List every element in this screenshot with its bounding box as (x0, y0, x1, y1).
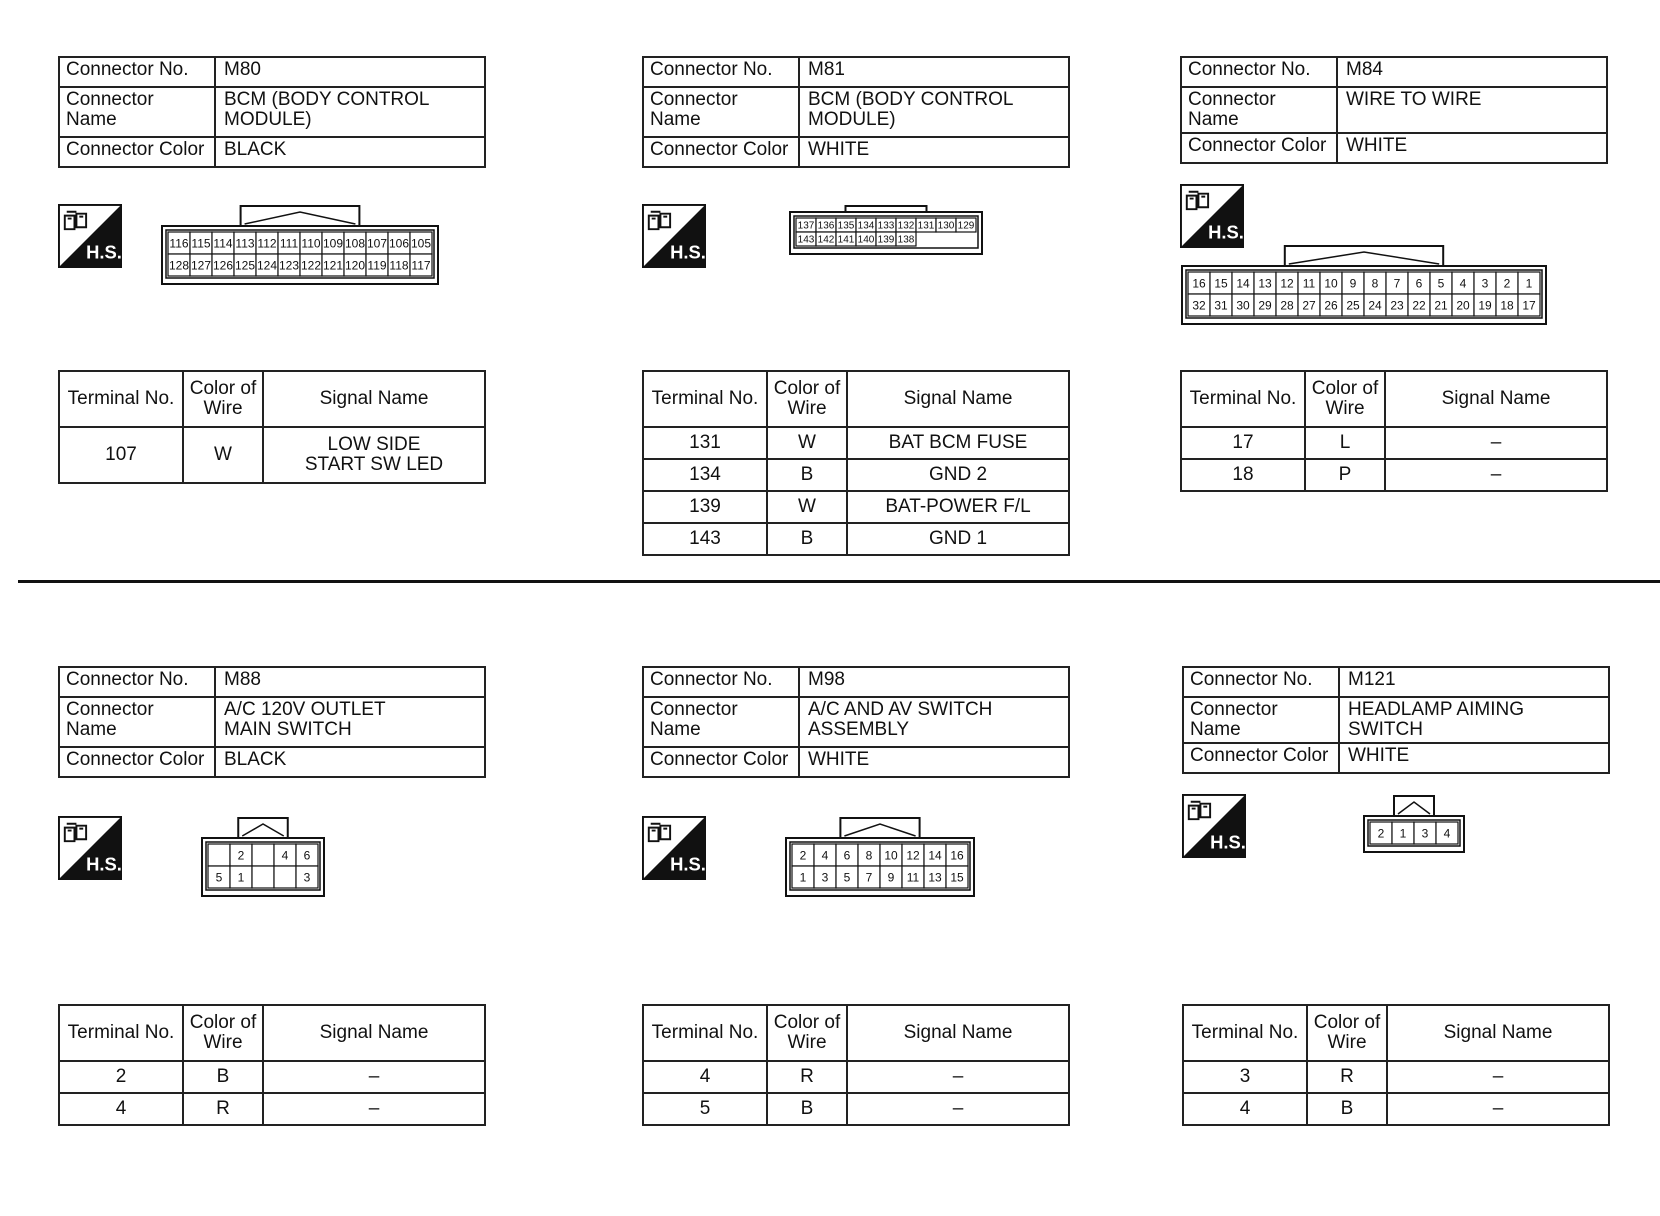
pin-number-top: 4 (281, 848, 289, 863)
connector-face-diagram (200, 816, 326, 898)
pin-number-bottom: 119 (367, 258, 387, 273)
pin-number-top: 9 (1349, 276, 1357, 291)
connector-no-row (59, 667, 485, 697)
terminal-no: 2 (59, 1061, 183, 1093)
pin-number-bottom: 123 (278, 258, 300, 273)
pin-cell (274, 866, 296, 888)
pin-number-top: 6 (1415, 276, 1423, 291)
pin-number-top: 2 (1377, 826, 1385, 841)
connector-name-row (59, 87, 485, 137)
wire-color: L (1305, 427, 1385, 459)
connector-no-row (1181, 57, 1607, 87)
signal-name: – (263, 1061, 485, 1093)
terminal-table (642, 370, 1070, 556)
pin-number-bottom: 11 (906, 870, 920, 885)
terminal-no: 143 (643, 523, 767, 555)
terminal-row (643, 427, 1069, 459)
connector-no-label: Connector No. (643, 667, 799, 697)
connector-color-value: BLACK (215, 747, 485, 777)
signal-name-header: Signal Name (847, 1005, 1069, 1061)
pin-number-bottom: 127 (190, 258, 212, 273)
signal-name: – (263, 1093, 485, 1125)
pin-number-top: 1 (1525, 276, 1533, 291)
connector-no-label: Connector No. (1183, 667, 1339, 697)
connector-name-row (59, 697, 485, 747)
pin-number-top: 129 (957, 220, 975, 232)
pin-number-bottom: 3 (303, 870, 311, 885)
terminal-no: 5 (643, 1093, 767, 1125)
connector-face-diagram (1180, 244, 1548, 326)
terminal-header-row (643, 371, 1069, 427)
connector-color-value: WHITE (1337, 133, 1607, 163)
pin-number-bottom: 20 (1456, 298, 1470, 313)
pin-number-top: 7 (1393, 276, 1401, 291)
pin-number-top: 134 (857, 220, 875, 232)
pin-number-top: 105 (410, 236, 432, 251)
pin-number-top: 135 (837, 220, 855, 232)
terminal-no: 3 (1183, 1061, 1307, 1093)
pin-number-top: 109 (322, 236, 344, 251)
connector-color-value: WHITE (799, 137, 1069, 167)
terminal-no: 107 (59, 427, 183, 483)
terminal-no-header: Terminal No. (643, 1005, 767, 1061)
pin-number-bottom: 24 (1368, 298, 1382, 313)
connector-face-diagram (784, 816, 976, 898)
terminal-row (643, 491, 1069, 523)
connector-color-label: Connector Color (643, 747, 799, 777)
connector-face-diagram (1362, 794, 1466, 854)
pin-number-top: 133 (877, 220, 895, 232)
pin-number-top: 10 (884, 848, 898, 863)
connector-color-row (643, 747, 1069, 777)
connector-no-label: Connector No. (59, 57, 215, 87)
signal-name: – (1385, 427, 1607, 459)
connector-name-value: A/C 120V OUTLET MAIN SWITCH (215, 697, 485, 747)
connector-info-table (642, 56, 1070, 168)
signal-name: – (1387, 1061, 1609, 1093)
pin-number-top: 4 (1443, 826, 1451, 841)
connector-no-label: Connector No. (643, 57, 799, 87)
terminal-row (643, 1061, 1069, 1093)
terminal-row (59, 427, 485, 483)
pin-number-bottom: 126 (212, 258, 234, 273)
signal-name-header: Signal Name (1387, 1005, 1609, 1061)
wire-color: B (183, 1061, 263, 1093)
pin-number-bottom: 143 (797, 234, 815, 246)
pin-number-bottom: 122 (300, 258, 322, 273)
pin-number-bottom: 28 (1280, 298, 1294, 313)
pin-number-top: 12 (1280, 276, 1294, 291)
connector-no-row (1183, 667, 1609, 697)
connector-color-row (1183, 743, 1609, 773)
connector-color-label: Connector Color (643, 137, 799, 167)
wire-color: B (767, 1093, 847, 1125)
connector-name-row (643, 697, 1069, 747)
pin-number-top: 116 (169, 236, 189, 251)
connector-info-table (58, 56, 486, 168)
pin-number-bottom: 31 (1214, 298, 1228, 313)
pin-number-top: 108 (344, 236, 366, 251)
wire-color: R (183, 1093, 263, 1125)
pin-number-top: 2 (799, 848, 807, 863)
terminal-table (58, 370, 486, 484)
harness-side-icon (58, 204, 122, 268)
terminal-table (642, 1004, 1070, 1126)
pin-number-top: 114 (213, 236, 233, 251)
hs-label: H.S. (670, 853, 706, 875)
terminal-no: 139 (643, 491, 767, 523)
terminal-row (643, 459, 1069, 491)
pin-number-bottom: 142 (817, 234, 835, 246)
signal-name: BAT-POWER F/L (847, 491, 1069, 523)
connector-color-label: Connector Color (59, 137, 215, 167)
pin-number-bottom: 30 (1236, 298, 1250, 313)
terminal-no: 17 (1181, 427, 1305, 459)
wire-color: R (767, 1061, 847, 1093)
connector-no-label: Connector No. (1181, 57, 1337, 87)
hs-label: H.S. (1208, 221, 1244, 243)
connector-no-row (643, 667, 1069, 697)
terminal-header-row (59, 371, 485, 427)
wire-color: R (1307, 1061, 1387, 1093)
pin-number-top: 2 (1503, 276, 1511, 291)
pin-number-top: 16 (950, 848, 964, 863)
pin-number-bottom: 5 (215, 870, 223, 885)
pin-number-bottom: 5 (843, 870, 851, 885)
pin-number-top: 14 (928, 848, 942, 863)
connector-info-table (1182, 666, 1610, 774)
harness-side-icon (1182, 794, 1246, 858)
pin-number-bottom: 141 (837, 234, 855, 246)
connector-color-value: WHITE (1339, 743, 1609, 773)
wire-color: W (183, 427, 263, 483)
color-of-wire-header: Color of Wire (767, 371, 847, 427)
pin-number-top: 8 (1371, 276, 1379, 291)
terminal-header-row (643, 1005, 1069, 1061)
pin-number-bottom: 26 (1324, 298, 1338, 313)
terminal-no-header: Terminal No. (59, 1005, 183, 1061)
signal-name: – (847, 1061, 1069, 1093)
pin-number-bottom: 124 (256, 258, 278, 273)
signal-name: – (1385, 459, 1607, 491)
pin-number-top: 3 (1421, 826, 1429, 841)
harness-side-icon (1180, 184, 1244, 248)
connector-name-row (643, 87, 1069, 137)
signal-name-header: Signal Name (263, 1005, 485, 1061)
connector-name-value: BCM (BODY CONTROL MODULE) (215, 87, 485, 137)
pin-number-top: 107 (366, 236, 388, 251)
connector-no-row (59, 57, 485, 87)
wire-color: P (1305, 459, 1385, 491)
connector-color-row (1181, 133, 1607, 163)
connector-no-value: M88 (215, 667, 485, 697)
pin-number-top: 10 (1324, 276, 1338, 291)
terminal-table (1182, 1004, 1610, 1126)
pin-number-top: 15 (1214, 276, 1228, 291)
pin-number-bottom: 1 (799, 870, 807, 885)
terminal-no-header: Terminal No. (1181, 371, 1305, 427)
terminal-row (1181, 459, 1607, 491)
signal-name: – (847, 1093, 1069, 1125)
pin-number-bottom: 125 (234, 258, 256, 273)
pin-number-top: 131 (917, 220, 935, 232)
signal-name: GND 1 (847, 523, 1069, 555)
connector-name-label: Connector Name (643, 697, 799, 747)
pin-number-top: 111 (279, 236, 299, 251)
connector-face-diagram (160, 204, 440, 286)
connector-name-label: Connector Name (643, 87, 799, 137)
color-of-wire-header: Color of Wire (183, 1005, 263, 1061)
pin-number-top: 5 (1437, 276, 1445, 291)
pin-number-bottom: 9 (887, 870, 895, 885)
harness-side-icon (58, 816, 122, 880)
connector-color-row (59, 137, 485, 167)
connector-no-value: M81 (799, 57, 1069, 87)
pin-number-bottom: 19 (1478, 298, 1492, 313)
terminal-header-row (59, 1005, 485, 1061)
color-of-wire-header: Color of Wire (767, 1005, 847, 1061)
connector-name-label: Connector Name (1183, 697, 1339, 743)
connector-face-diagram (788, 204, 984, 256)
terminal-header-row (1181, 371, 1607, 427)
signal-name: BAT BCM FUSE (847, 427, 1069, 459)
terminal-no-header: Terminal No. (1183, 1005, 1307, 1061)
wire-color: B (767, 523, 847, 555)
pin-number-top: 130 (937, 220, 955, 232)
pin-number-top: 1 (1399, 826, 1407, 841)
pin-number-top: 110 (301, 236, 321, 251)
wire-color: B (1307, 1093, 1387, 1125)
pin-number-bottom: 117 (411, 258, 431, 273)
pin-number-top: 2 (237, 848, 245, 863)
pin-number-bottom: 7 (865, 870, 873, 885)
terminal-row (59, 1061, 485, 1093)
terminal-table (1180, 370, 1608, 492)
signal-name-header: Signal Name (1385, 371, 1607, 427)
wire-color: B (767, 459, 847, 491)
hs-label: H.S. (86, 241, 122, 263)
pin-number-top: 113 (235, 236, 255, 251)
pin-number-bottom: 25 (1346, 298, 1360, 313)
connector-name-label: Connector Name (59, 87, 215, 137)
wire-color: W (767, 427, 847, 459)
wire-color: W (767, 491, 847, 523)
harness-side-icon (642, 204, 706, 268)
terminal-no: 4 (59, 1093, 183, 1125)
connector-no-value: M84 (1337, 57, 1607, 87)
pin-number-bottom: 138 (897, 234, 915, 246)
pin-number-bottom: 118 (389, 258, 409, 273)
terminal-no-header: Terminal No. (643, 371, 767, 427)
pin-number-top: 13 (1258, 276, 1272, 291)
terminal-no: 4 (1183, 1093, 1307, 1125)
terminal-row (643, 523, 1069, 555)
pin-number-top: 115 (191, 236, 211, 251)
connector-color-row (643, 137, 1069, 167)
connector-color-label: Connector Color (1181, 133, 1337, 163)
pin-number-bottom: 15 (950, 870, 964, 885)
pin-number-bottom: 121 (322, 258, 344, 273)
connector-no-row (643, 57, 1069, 87)
pin-number-bottom: 3 (821, 870, 829, 885)
connector-color-value: BLACK (215, 137, 485, 167)
pin-number-bottom: 32 (1192, 298, 1206, 313)
color-of-wire-header: Color of Wire (183, 371, 263, 427)
pin-number-top: 12 (906, 848, 920, 863)
pin-number-bottom: 23 (1390, 298, 1404, 313)
pin-cell (208, 844, 230, 866)
hs-label: H.S. (86, 853, 122, 875)
terminal-row (1183, 1093, 1609, 1125)
terminal-row (59, 1093, 485, 1125)
color-of-wire-header: Color of Wire (1305, 371, 1385, 427)
pin-number-top: 6 (843, 848, 851, 863)
pin-number-top: 14 (1236, 276, 1250, 291)
connector-color-label: Connector Color (1183, 743, 1339, 773)
connector-name-row (1181, 87, 1607, 133)
pin-number-top: 3 (1481, 276, 1489, 291)
pin-number-top: 136 (817, 220, 835, 232)
hs-label: H.S. (1210, 831, 1246, 853)
pin-number-bottom: 140 (857, 234, 875, 246)
pin-number-bottom: 128 (168, 258, 190, 273)
pin-cell (252, 866, 274, 888)
pin-number-bottom: 22 (1412, 298, 1426, 313)
signal-name-header: Signal Name (847, 371, 1069, 427)
pin-number-bottom: 17 (1522, 298, 1536, 313)
pin-number-top: 137 (797, 220, 815, 232)
pin-number-bottom: 120 (344, 258, 366, 273)
terminal-row (1183, 1061, 1609, 1093)
connector-info-table (1180, 56, 1608, 164)
connector-no-label: Connector No. (59, 667, 215, 697)
connector-info-table (642, 666, 1070, 778)
terminal-no: 18 (1181, 459, 1305, 491)
signal-name-header: Signal Name (263, 371, 485, 427)
pin-number-top: 11 (1302, 276, 1316, 291)
terminal-no: 134 (643, 459, 767, 491)
connector-color-value: WHITE (799, 747, 1069, 777)
connector-color-row (59, 747, 485, 777)
pin-cell (252, 844, 274, 866)
signal-name: – (1387, 1093, 1609, 1125)
harness-side-icon (642, 816, 706, 880)
signal-name: GND 2 (847, 459, 1069, 491)
terminal-no-header: Terminal No. (59, 371, 183, 427)
color-of-wire-header: Color of Wire (1307, 1005, 1387, 1061)
connector-no-value: M80 (215, 57, 485, 87)
terminal-row (1181, 427, 1607, 459)
connector-name-label: Connector Name (1181, 87, 1337, 133)
pin-number-bottom: 27 (1302, 298, 1316, 313)
terminal-row (643, 1093, 1069, 1125)
pin-number-bottom: 21 (1434, 298, 1448, 313)
pin-number-bottom: 18 (1500, 298, 1514, 313)
connector-name-value: HEADLAMP AIMING SWITCH (1339, 697, 1609, 743)
hs-label: H.S. (670, 241, 706, 263)
connector-name-row (1183, 697, 1609, 743)
pin-number-top: 106 (388, 236, 410, 251)
pin-number-bottom: 13 (928, 870, 942, 885)
connector-name-value: BCM (BODY CONTROL MODULE) (799, 87, 1069, 137)
connector-name-value: A/C AND AV SWITCH ASSEMBLY (799, 697, 1069, 747)
terminal-table (58, 1004, 486, 1126)
terminal-no: 4 (643, 1061, 767, 1093)
pin-number-top: 6 (303, 848, 311, 863)
terminal-no: 131 (643, 427, 767, 459)
signal-name: LOW SIDE START SW LED (263, 427, 485, 483)
pin-number-top: 4 (1459, 276, 1467, 291)
pin-number-top: 16 (1192, 276, 1206, 291)
pin-number-top: 8 (865, 848, 873, 863)
pin-number-bottom: 29 (1258, 298, 1272, 313)
connector-name-label: Connector Name (59, 697, 215, 747)
connector-no-value: M98 (799, 667, 1069, 697)
pin-number-top: 132 (897, 220, 915, 232)
connector-no-value: M121 (1339, 667, 1609, 697)
pin-number-bottom: 1 (237, 870, 245, 885)
connector-name-value: WIRE TO WIRE (1337, 87, 1607, 133)
terminal-header-row (1183, 1005, 1609, 1061)
pin-number-bottom: 139 (877, 234, 895, 246)
pin-number-top: 4 (821, 848, 829, 863)
connector-info-table (58, 666, 486, 778)
connector-color-label: Connector Color (59, 747, 215, 777)
pin-number-top: 112 (257, 236, 277, 251)
section-divider (18, 580, 1660, 583)
